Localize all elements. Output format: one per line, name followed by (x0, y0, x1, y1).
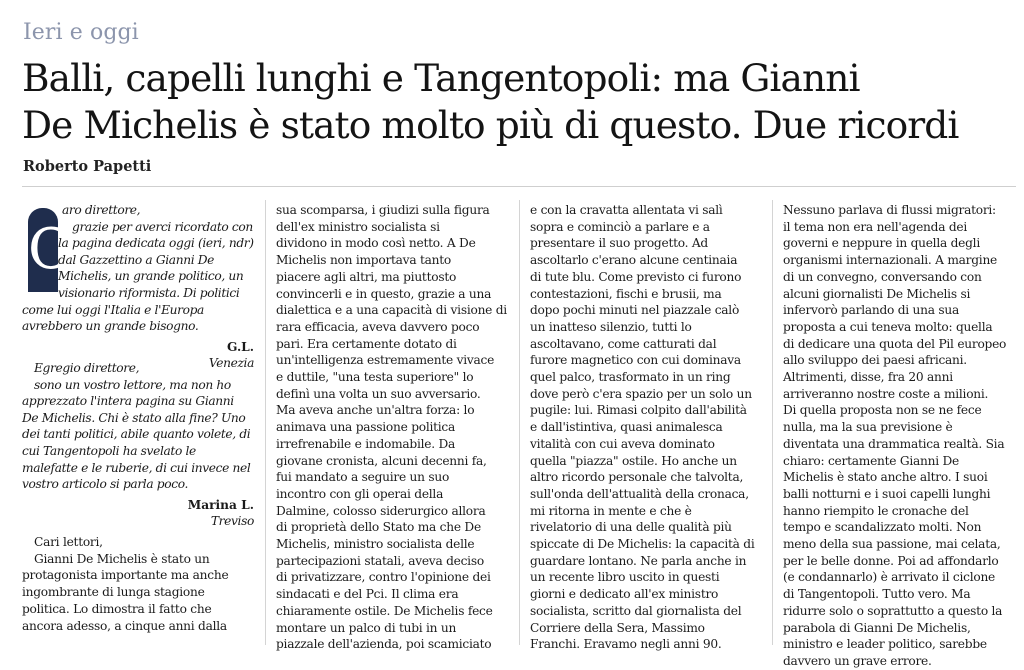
text-line: mi ritorna in mente e che è (530, 503, 692, 518)
text-line: un recente libro uscito in questi (530, 570, 720, 585)
letter-line: aro direttore, (62, 203, 141, 217)
text-line: incontro con gli operai della (276, 486, 444, 501)
letter-line: Egregio direttore, (34, 361, 140, 375)
section-label: Ieri e oggi (23, 20, 139, 45)
article-column-4 (783, 202, 1015, 668)
text-line: di Tangentopoli. Tutto vero. Ma (783, 587, 971, 602)
text-line: quel palco, trasformato in un ring (530, 370, 731, 385)
text-line: giovane cronista, alcuni decenni fa, (276, 453, 487, 468)
text-line: arriveranno nostre coste a milioni. (783, 386, 989, 401)
text-line: balli notturni e i suoi capelli lunghi (783, 486, 991, 501)
text-line: ascoltavano, come catturati dal (530, 336, 717, 351)
text-line: Michelis, ministro socialista delle (276, 537, 475, 552)
text-line: Altrimenti, disse, fra 20 anni (783, 370, 953, 385)
headline-line-2: De Michelis è stato molto più di questo. Due ricordi (22, 103, 959, 147)
column-divider (265, 200, 266, 645)
letter-line: malefatte e le ruberie, di cui invece nel (22, 460, 251, 475)
text-line: Di quella proposta non se ne fece (783, 403, 982, 418)
text-line: davvero un grave errore. (783, 653, 932, 668)
reply-line: protagonista importante ma anche (22, 568, 229, 583)
text-line: il tema non era nell'agenda dei (783, 219, 968, 234)
text-line: montare un palco di tubi in un (276, 620, 457, 635)
reply-line: politica. Lo dimostra il fatto che (22, 601, 212, 616)
text-line: furore magnetico con cui dominava (530, 353, 741, 368)
letter-2 (22, 360, 254, 530)
text-line: spiccate di De Michelis: la capacità di (530, 537, 755, 552)
letter-line: apprezzato l'intera pagina su Gianni (22, 394, 234, 409)
text-line: irrefrenabile e indomabile. Da (276, 436, 456, 451)
text-line: di tute blu. Come previsto ci furono (530, 269, 742, 284)
text-line: e dall'istintiva, quasi animalesca (530, 420, 723, 435)
text-line: ascoltarlo c'erano alcune centinaia (530, 253, 738, 268)
letter-signature: G.L. (226, 339, 254, 354)
text-line: piacere agli altri, ma piuttosto (276, 269, 457, 284)
text-line: un'intelligenza estremamente vivace (276, 353, 495, 368)
letter-line: grazie per averci ricordato con (72, 219, 253, 234)
text-line: Corriere della Sera, Massimo (530, 620, 705, 635)
letter-signature: Marina L. (187, 497, 254, 512)
reply-line: ancora adesso, a cinque anni dalla (22, 618, 227, 633)
text-line: Nessuno parlava di flussi migratori: (783, 203, 996, 217)
letter-line: dei tanti politici, abile quanto volete, di (22, 427, 251, 442)
letter-line: la pagina dedicata oggi (ieri, ndr) (58, 236, 254, 251)
letter-line: Michelis, un grande politico, un (58, 269, 244, 284)
reply-start (22, 534, 254, 634)
text-line: chiaramente ostile. De Michelis fece (276, 603, 493, 618)
drop-cap: C (28, 208, 58, 292)
column-divider (772, 200, 773, 645)
text-line: definì una volta un suo avversario. (276, 386, 481, 401)
text-line: convincerli e in questo, grazie a una (276, 286, 492, 301)
letter-line: cui Tangentopoli ha svelato le (22, 443, 196, 458)
text-line: giorni e dedicato all'ex ministro (530, 587, 719, 602)
text-line: governi e neppure in quella degli (783, 236, 980, 251)
text-line: presentare il suo progetto. Ad (530, 236, 708, 251)
text-line: fui mandato a seguire un suo (276, 470, 450, 485)
text-line: un inatteso silenzio, tutti lo (530, 319, 692, 334)
text-line: tempo e scandalizzato molti. Non (783, 520, 982, 535)
text-line: guardare lontano. Ne parla anche in (530, 553, 747, 568)
reply-line: Gianni De Michelis è stato un (34, 551, 210, 566)
letter-line: De Michelis. Chi è stato alla fine? Uno (22, 410, 246, 425)
text-line: meno della sua passione, mai celata, (783, 537, 1001, 552)
text-line: dell'ex ministro socialista si (276, 219, 440, 234)
text-line: organismi internazionali. A margine (783, 253, 998, 268)
text-line: dove però c'era spazio per un solo un (530, 386, 752, 401)
letter-city: Venezia (208, 356, 254, 371)
text-line: vitalità con cui aveva dominato (530, 436, 715, 451)
letter-city: Treviso (210, 514, 254, 529)
text-line: proposta a cui teneva molto: quella (783, 319, 993, 334)
text-line: Franchi. Eravamo negli anni 90. (530, 637, 722, 652)
text-line: ministro e leader politico, sarebbe (783, 637, 987, 652)
text-line: partecipazioni statali, aveva deciso (276, 553, 484, 568)
text-line: Michelis è stato anche altro. I suoi (783, 470, 988, 485)
text-line: pugile: lui. Rimasi colpito dall'abilità (530, 403, 747, 418)
text-line: allo sviluppo dei paesi africani. (783, 353, 967, 368)
text-line: socialista, scritto dal giornalista del (530, 603, 742, 618)
headline (22, 55, 1012, 149)
divider (22, 186, 1016, 187)
column-divider (519, 200, 520, 645)
text-line: nulla, ma la sua previsione è (783, 420, 953, 435)
text-line: contestazioni, fischi e brusii, ma (530, 286, 722, 301)
letter-line: avrebbero un grande bisogno. (22, 319, 199, 334)
text-line: dialettica e a una capacità di visione di (276, 303, 507, 318)
reply-line: ingombrante di lunga stagione (22, 585, 205, 600)
text-line: (e condannarlo) è arrivato il ciclone (783, 570, 996, 585)
text-line: diventata una drammatica realtà. Sia (783, 436, 1005, 451)
letter-line: sono un vostro lettore, ma non ho (34, 377, 231, 392)
text-line: animava una passione politica (276, 420, 456, 435)
text-line: parabola di Gianni De Michelis, (783, 620, 971, 635)
headline-line-1: Balli, capelli lunghi e Tangentopoli: ma Gianni (22, 56, 860, 100)
text-line: di un convegno, conversando con (783, 269, 982, 284)
text-line: di proprietà dello Stato ma che De (276, 520, 481, 535)
letter-line: vostro articolo si parla poco. (22, 477, 188, 492)
text-line: di dedicare una quota del Pil europeo (783, 336, 1007, 351)
text-line: sull'onda dell'attualità della cronaca, (530, 486, 749, 501)
text-line: pari. Era certamente dotato di (276, 336, 457, 351)
text-line: sindacati e del Pci. Il clima era (276, 587, 459, 602)
text-line: hanno riempito le cronache del (783, 503, 969, 518)
text-line: quella "piazza" ostile. Ho anche un (530, 453, 737, 468)
article-column-3 (530, 202, 762, 652)
text-line: Dalmine, colosso siderurgico allora (276, 503, 486, 518)
letter-line: visionario riformista. Di politici (58, 285, 240, 300)
text-line: dopo pochi minuti nel piazzale calò (530, 303, 740, 318)
text-line: per le belle donne. Poi ad affondarlo (783, 553, 999, 568)
letter-1 (22, 202, 254, 372)
letter-line: dal Gazzettino a Gianni De (58, 252, 215, 267)
text-line: sua scomparsa, i giudizi sulla figura (276, 203, 490, 217)
text-line: rivelatorio di una delle qualità più (530, 520, 732, 535)
byline: Roberto Papetti (23, 158, 152, 175)
text-line: Michelis non importava tanto (276, 253, 451, 268)
text-line: rara efficacia, aveva davvero poco (276, 319, 480, 334)
text-line: e duttile, "una testa superiore" lo (276, 370, 474, 385)
text-line: dividono in modo così netto. A De (276, 236, 476, 251)
text-line: sopra e cominciò a parlare e a (530, 219, 710, 234)
text-line: infervorò parlando di una sua (783, 303, 960, 318)
text-line: piazzale dell'azienda, poi scamiciato (276, 637, 492, 652)
article-column-2 (276, 202, 508, 652)
text-line: e con la cravatta allentata vi salì (530, 203, 723, 217)
letter-line: come lui oggi l'Italia e l'Europa (22, 302, 204, 317)
text-line: Ma aveva anche un'altra forza: lo (276, 403, 475, 418)
text-line: altro ricordo personale che talvolta, (530, 470, 744, 485)
reply-line: Cari lettori, (34, 535, 103, 549)
text-line: ridurre solo o soprattutto a questo la (783, 603, 1003, 618)
text-line: chiaro: certamente Gianni De (783, 453, 959, 468)
text-line: di privatizzare, contro l'opinione dei (276, 570, 491, 585)
text-line: alcuni giornalisti De Michelis si (783, 286, 971, 301)
